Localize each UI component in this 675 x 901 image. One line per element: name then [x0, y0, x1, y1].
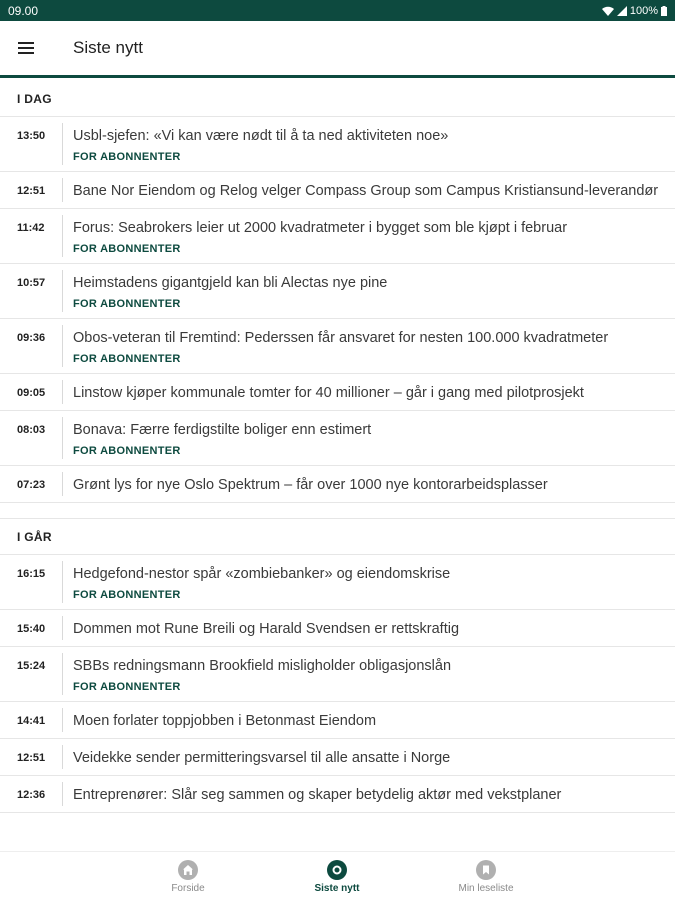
page-title: Siste nytt	[73, 38, 143, 57]
menu-button[interactable]	[18, 33, 48, 63]
nav-label-home: Forside	[171, 882, 205, 894]
news-item[interactable]	[0, 555, 675, 610]
news-headline: SBBs redningsmann Brookfield misligholder obligasjonslån	[73, 658, 452, 674]
subscriber-badge: FOR ABONNENTER	[73, 589, 181, 601]
bookmark-icon	[476, 860, 496, 880]
news-item[interactable]	[0, 209, 675, 264]
nav-label-reading-list: Min leseliste	[458, 882, 514, 894]
news-item[interactable]	[0, 172, 675, 209]
bottom-navigation	[0, 851, 675, 900]
news-time: 15:24	[17, 660, 46, 672]
wifi-icon	[602, 6, 614, 16]
status-time: 09.00	[8, 3, 39, 18]
news-headline: Bane Nor Eiendom og Relog velger Compass Group som Campus Kristiansund-leverandør	[73, 183, 659, 199]
news-item[interactable]	[0, 319, 675, 374]
news-headline: Heimstadens gigantgjeld kan bli Alectas nye pine	[73, 275, 388, 291]
section-header-today: I DAG	[0, 81, 675, 117]
news-time: 13:50	[17, 130, 46, 142]
battery-level: 100%	[629, 4, 658, 17]
subscriber-badge: FOR ABONNENTER	[73, 445, 181, 457]
news-headline: Dommen mot Rune Breili og Harald Svendsen er rettskraftig	[73, 621, 460, 637]
news-time: 07:23	[17, 479, 46, 491]
news-headline: Obos-veteran til Fremtind: Pederssen får ansvaret for nesten 100.000 kvadratmeter	[73, 330, 609, 346]
news-time: 12:51	[17, 752, 46, 764]
news-headline: Moen forlater toppjobben i Betonmast Eiendom	[73, 713, 377, 729]
news-item[interactable]	[0, 776, 675, 813]
news-item[interactable]	[0, 739, 675, 776]
subscriber-badge: FOR ABONNENTER	[73, 681, 181, 693]
nav-tab-reading-list[interactable]	[426, 852, 546, 901]
news-item[interactable]	[0, 411, 675, 466]
hamburger-icon-line	[18, 52, 34, 54]
nav-tab-home[interactable]	[128, 852, 248, 901]
subscriber-badge: FOR ABONNENTER	[73, 298, 181, 310]
news-feed[interactable]	[0, 81, 675, 851]
signal-icon	[617, 6, 627, 16]
app-bar	[0, 21, 675, 78]
status-icons	[602, 5, 667, 17]
news-time: 12:36	[17, 789, 46, 801]
news-headline: Bonava: Færre ferdigstilte boliger enn estimert	[73, 422, 372, 438]
news-item[interactable]	[0, 702, 675, 739]
home-icon	[178, 860, 198, 880]
section-divider	[0, 503, 675, 519]
hamburger-icon-line	[18, 42, 34, 44]
news-item[interactable]	[0, 117, 675, 172]
subscriber-badge: FOR ABONNENTER	[73, 353, 181, 365]
battery-icon	[661, 6, 667, 16]
news-time: 11:42	[17, 222, 45, 234]
news-headline: Entreprenører: Slår seg sammen og skaper betydelig aktør med vekstplaner	[73, 787, 562, 803]
nav-label-latest-news: Siste nytt	[314, 882, 360, 894]
news-time: 12:51	[17, 185, 46, 197]
news-headline: Forus: Seabrokers leier ut 2000 kvadratmeter i bygget som ble kjøpt i februar	[73, 220, 568, 236]
news-item[interactable]	[0, 647, 675, 702]
hamburger-icon-line	[18, 47, 34, 49]
status-bar	[0, 0, 675, 21]
news-time: 10:57	[17, 277, 46, 289]
news-item[interactable]	[0, 264, 675, 319]
news-headline: Usbl-sjefen: «Vi kan være nødt til å ta ned aktiviteten noe»	[73, 128, 449, 144]
news-time: 14:41	[17, 715, 46, 727]
latest-news-icon	[327, 860, 347, 880]
news-item[interactable]	[0, 466, 675, 503]
news-time: 09:05	[17, 387, 46, 399]
subscriber-badge: FOR ABONNENTER	[73, 243, 181, 255]
news-headline: Linstow kjøper kommunale tomter for 40 millioner – går i gang med pilotprosjekt	[73, 385, 584, 401]
news-item[interactable]	[0, 610, 675, 647]
news-time: 09:36	[17, 332, 46, 344]
news-time: 16:15	[17, 568, 46, 580]
news-item[interactable]	[0, 374, 675, 411]
news-headline: Hedgefond-nestor spår «zombiebanker» og eiendomskrise	[73, 566, 451, 582]
news-time: 15:40	[17, 623, 46, 635]
news-headline: Veidekke sender permitteringsvarsel til alle ansatte i Norge	[73, 750, 451, 766]
news-time: 08:03	[17, 424, 46, 436]
subscriber-badge: FOR ABONNENTER	[73, 151, 181, 163]
nav-tab-latest-news[interactable]	[277, 852, 397, 901]
news-headline: Grønt lys for nye Oslo Spektrum – får over 1000 nye kontorarbeidsplasser	[73, 477, 548, 493]
section-header-yesterday: I GÅR	[0, 519, 675, 555]
